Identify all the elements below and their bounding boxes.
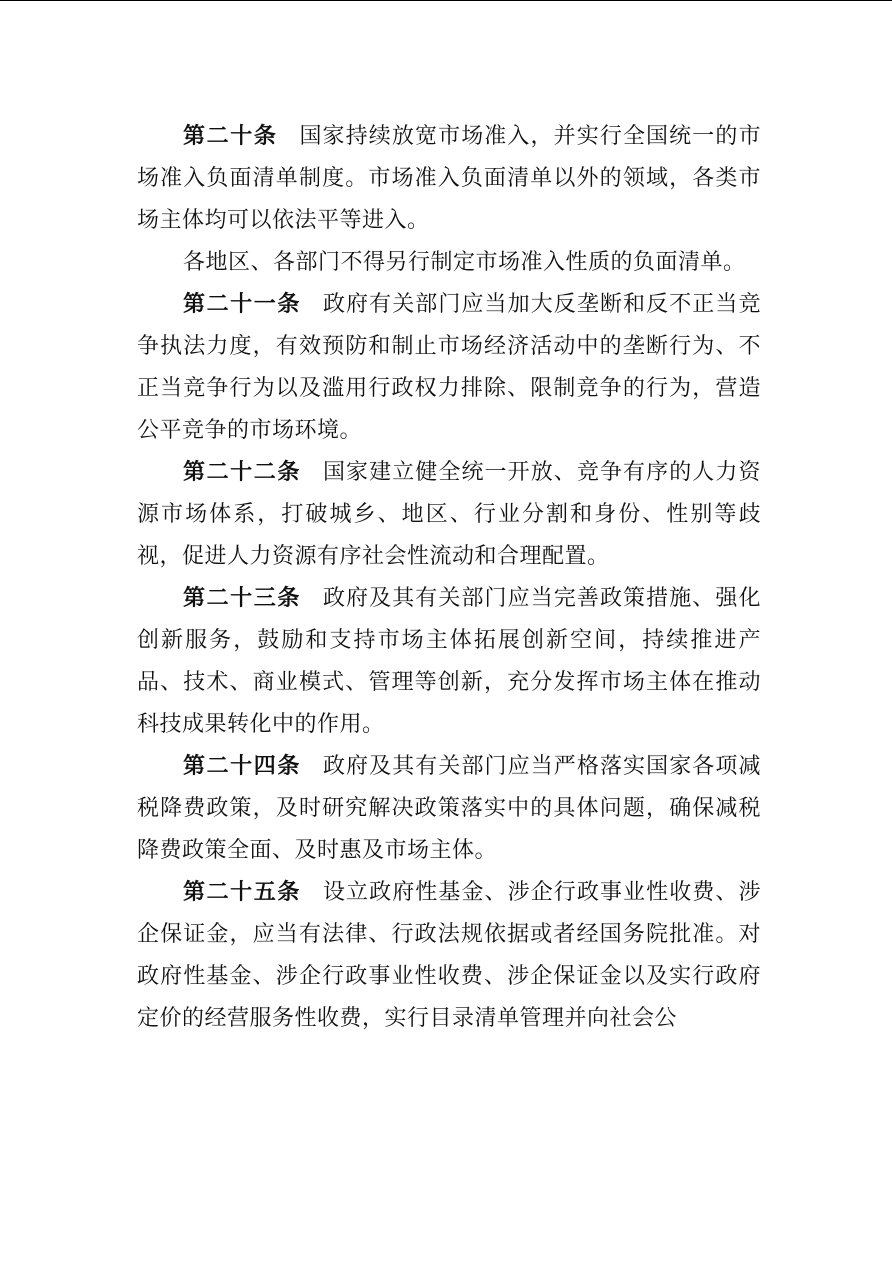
paragraph-article-22 [137, 452, 761, 578]
article-text: 政府有关部门应当加大反垄断和反不正当竞争执法力度，有效预防和制止市场经济活动中的垄断行为、不正当竞争行为以及滥用行政权力排除、限制竞争的行为，营造公平竞争的市场环境。 [137, 292, 761, 443]
article-number: 第二十三条 [183, 586, 301, 611]
article-number: 第二十五条 [183, 880, 301, 905]
article-text: 国家持续放宽市场准入，并实行全国统一的市场准入负面清单制度。市场准入负面清单以外的领域，各类市场主体均可以依法平等进入。 [137, 124, 761, 233]
article-text: 政府及其有关部门应当完善政策措施、强化创新服务，鼓励和支持市场主体拓展创新空间，持续推进产品、技术、商业模式、管理等创新，充分发挥市场主体在推动科技成果转化中的作用。 [137, 586, 761, 737]
paragraph-article-24 [137, 746, 761, 872]
article-number: 第二十二条 [183, 460, 301, 485]
article-number: 第二十条 [183, 124, 278, 149]
page-top-border [0, 0, 892, 1]
article-text: 政府及其有关部门应当严格落实国家各项减税降费政策，及时研究解决政策落实中的具体问题，确保减税降费政策全面、及时惠及市场主体。 [137, 754, 761, 863]
paragraph-article-23 [137, 578, 761, 746]
article-text: 国家建立健全统一开放、竞争有序的人力资源市场体系，打破城乡、地区、行业分割和身份、性别等歧视，促进人力资源有序社会性流动和合理配置。 [137, 460, 761, 569]
document-body [137, 116, 761, 1040]
article-text: 设立政府性基金、涉企行政事业性收费、涉企保证金，应当有法律、行政法规依据或者经国务院批准。对政府性基金、涉企行政事业性收费、涉企保证金以及实行政府定价的经营服务性收费，实行目录清单管理并向社会公 [137, 880, 761, 1031]
article-number: 第二十一条 [183, 292, 301, 317]
paragraph-article-25 [137, 872, 761, 1040]
article-text: 各地区、各部门不得另行制定市场准入性质的负面清单。 [183, 250, 746, 275]
paragraph-article-20 [137, 116, 761, 242]
paragraph-article-20-cont [137, 242, 761, 284]
article-number: 第二十四条 [183, 754, 301, 779]
paragraph-article-21 [137, 284, 761, 452]
